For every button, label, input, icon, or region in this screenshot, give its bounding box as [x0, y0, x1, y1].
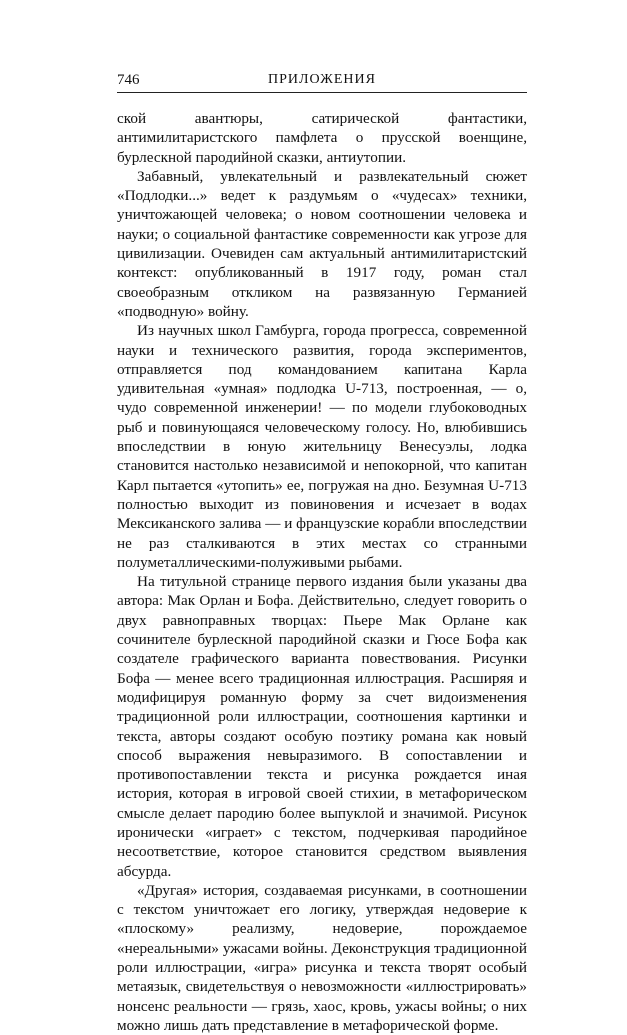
- paragraph: Из научных школ Гамбурга, города прогресса, современной науки и технического развития, города экспериментов, отправляется под командованием капитана Карла удивительная «умная» подлодка U-713, построенная, — о, чудо современной инженерии! — по модели глубоководных рыб и повинующаяся человеческому голосу. Но, влюбившись впоследствии в юную жительницу Венесуэлы, лодка становится настолько независимой и непокорной, что капитан Карл пытается «утопить» ее, погружая на дно. Безумная U-713 полностью выходит из повиновения и исчезает в водах Мексиканского залива — и французские корабли впоследствии не раз сталкиваются в этих местах со странными полуметаллическими-полуживыми рыбами.: [117, 322, 527, 571]
- paragraph: На титульной странице первого издания были указаны два автора: Мак Орлан и Бофа. Действительно, следует говорить о двух равноправных творцах: Пьере Мак Орлане как сочинителе бурлескной пародийной сказки и Гюсе Бофа как создателе графического варианта повествования. Рисунки Бофа — менее всего традиционная иллюстрация. Расширяя и модифицируя романную форму за счет видоизменения традиционной роли иллюстрации, соотношения картинки и текста, авторы создают особую поэтику романа как новый способ выражения невыразимого. В сопоставлении и противопоставлении текста и рисунка рождается иная история, которая в игровой своей стихии, в метафорическом смысле делает пародию более выпуклой и значимой. Рисунок иронически «играет» с текстом, подчеркивая пародийное несоответствие, которое становится средством выявления абсурда.: [117, 573, 527, 880]
- running-header: [117, 72, 527, 93]
- body-text: [117, 109, 527, 1035]
- paragraph-continued: ской авантюры, сатирической фантастики, антимилитаристского памфлета о прусской военщине, бурлескной пародийной сказки, антиутопии.: [117, 110, 527, 166]
- running-title: ПРИЛОЖЕНИЯ: [268, 72, 376, 87]
- paragraph: Забавный, увлекательный и развлекательный сюжет «Подлодки...» ведет к раздумьям о «чудесах» техники, уничтожающей человека; о новом соотношении человека и науки; о социальной фантастике современности как угрозе для цивилизации. Очевиден сам актуальный антимилитаристский контекст: опубликованный в 1917 году, роман стал своеобразным откликом на развязанную Германией «подводную» войну.: [117, 167, 527, 320]
- page-number: 746: [117, 72, 140, 88]
- paragraph: «Другая» история, создаваемая рисунками, в соотношении с текстом уничтожает его логику, утверждая недоверие к «плоскому» реализму, недоверие, порождаемое «нереальными» ужасами войны. Деконструкция традиционной роли иллюстрации, «игра» рисунка и текста творят особый метаязык, свидетельствуя о невозможности «иллюстрировать» нонсенс реальности — грязь, хаос, кровь, ужасы войны; о них можно лишь дать представление в метафорической форме.: [117, 881, 527, 1034]
